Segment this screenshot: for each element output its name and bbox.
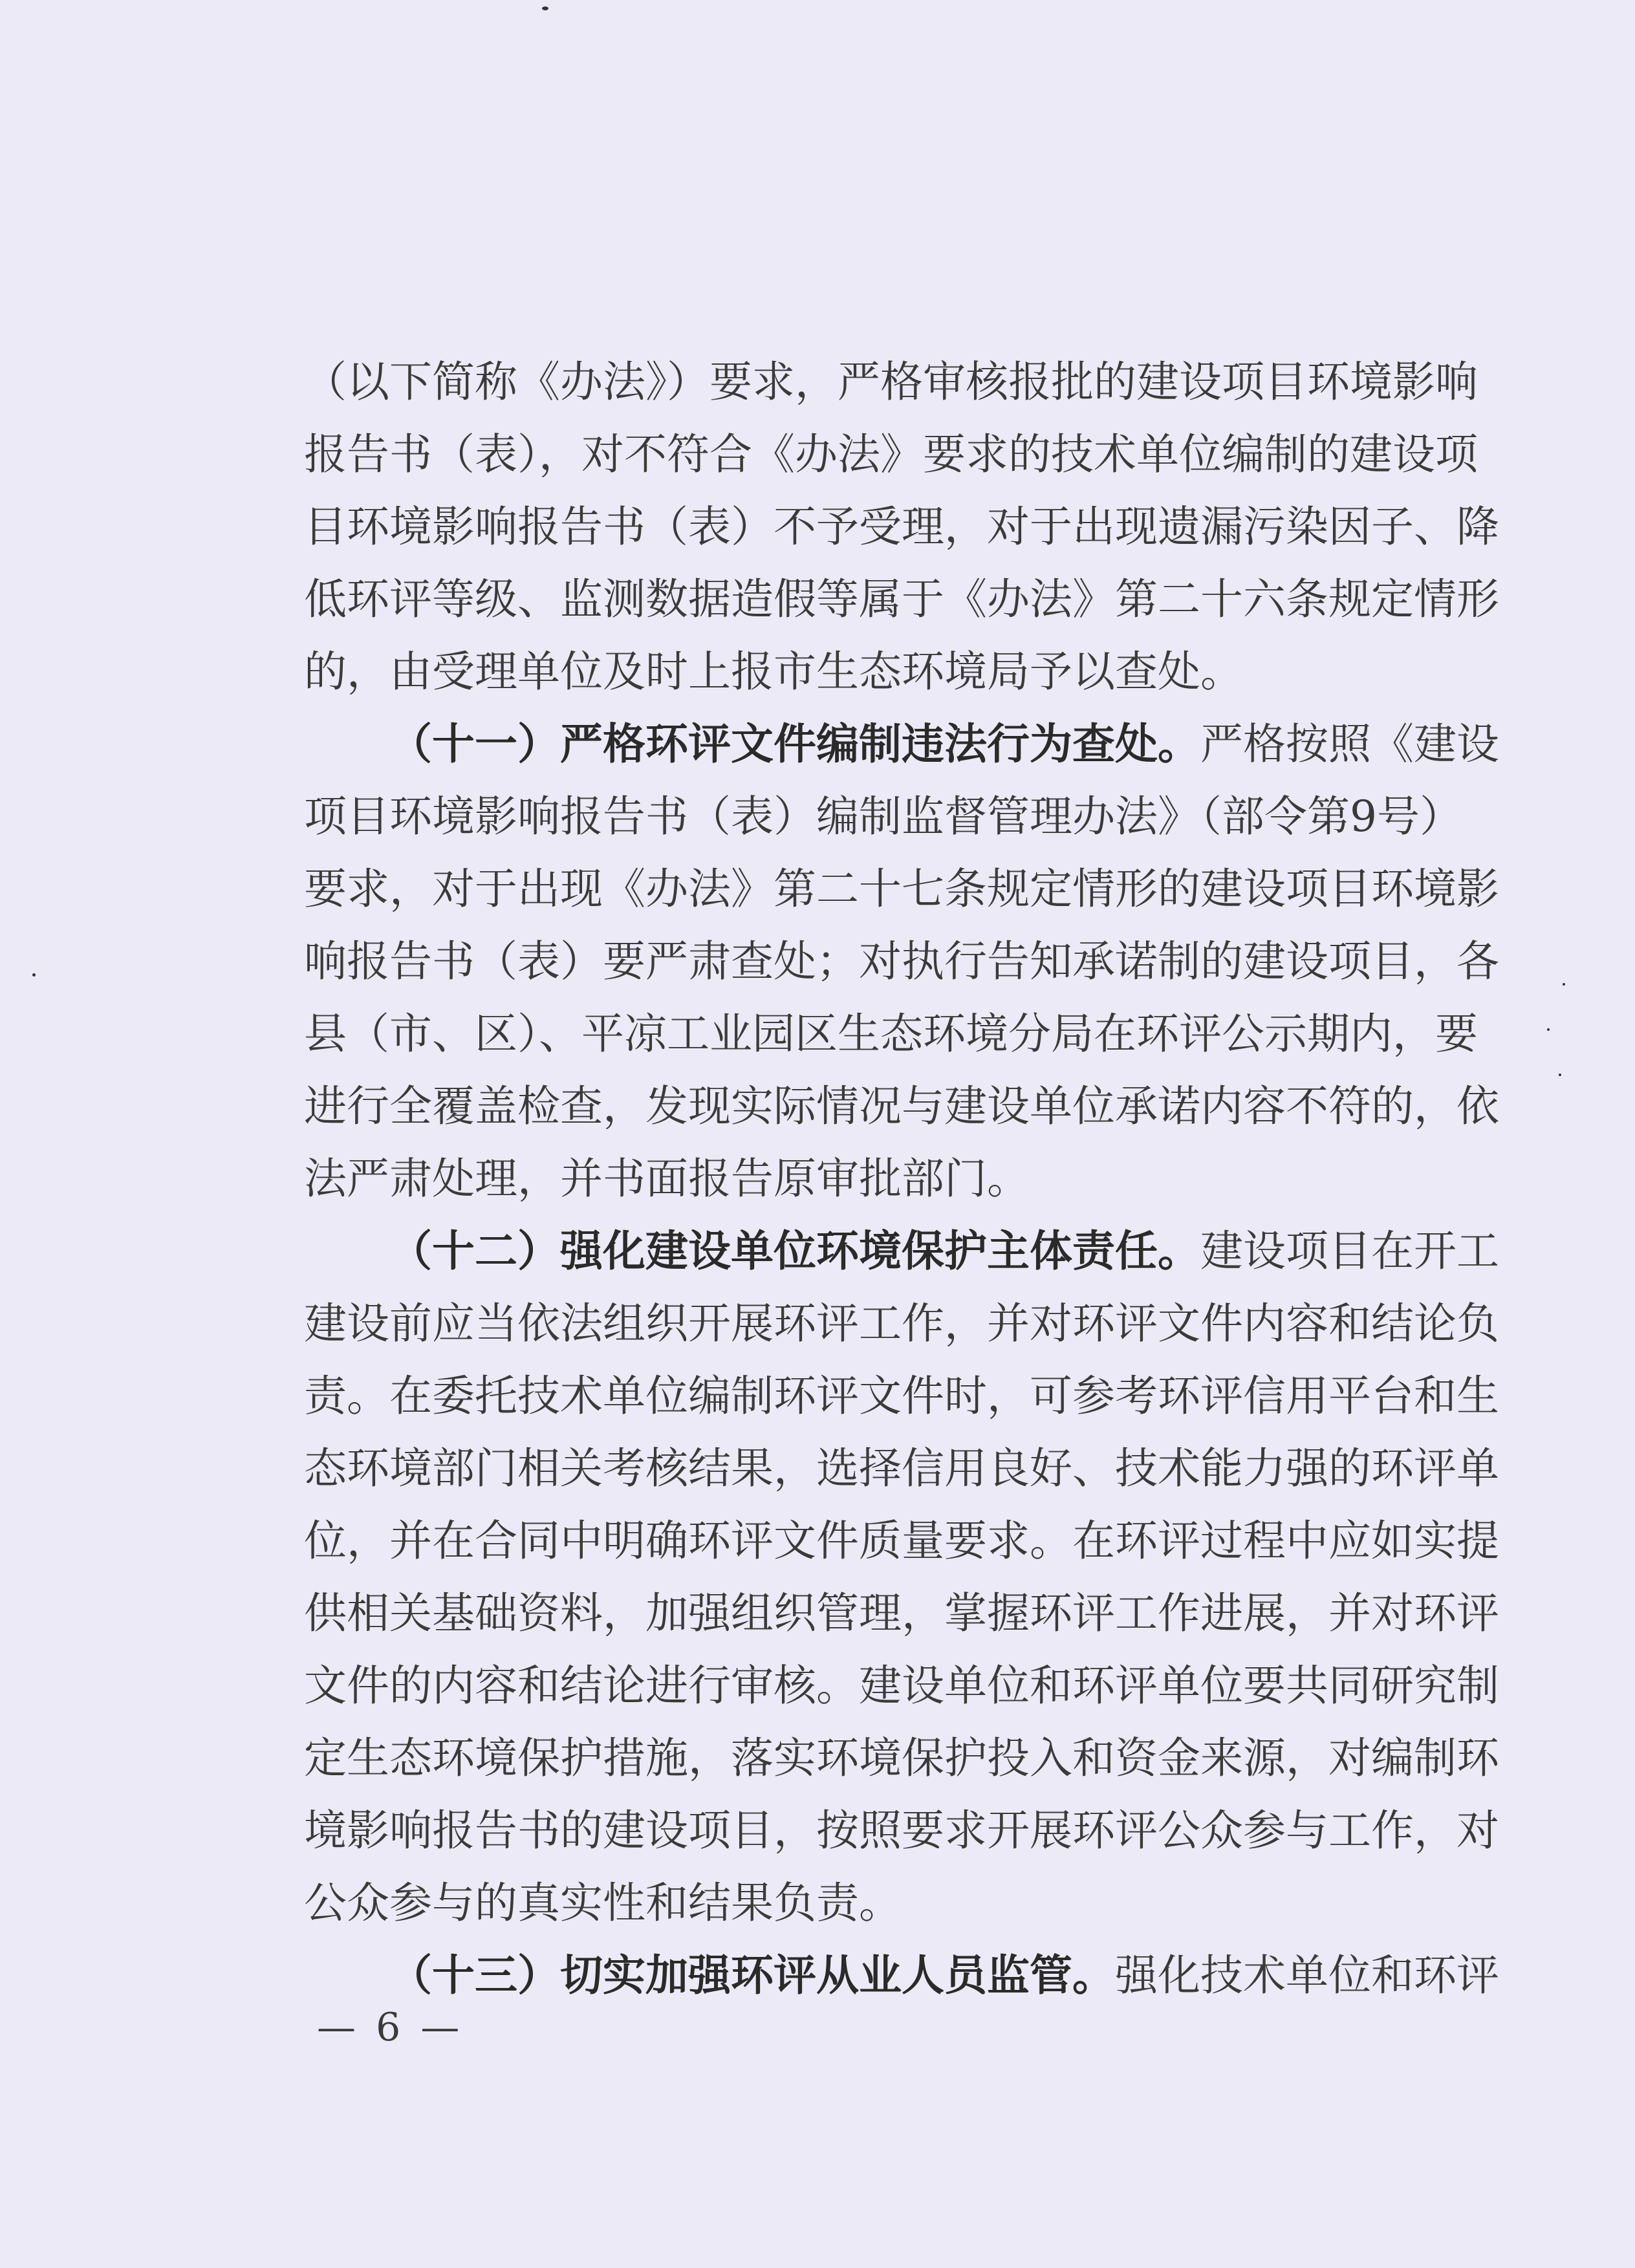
text-line: 目环境影响报告书（表）不予受理，对于出现遗漏污染因子、降 (304, 502, 1499, 552)
text-line: 责。在委托技术单位编制环评文件时，可参考环评信用平台和生 (304, 1371, 1499, 1421)
text-line: 进行全覆盖检查，发现实际情况与建设单位承诺内容不符的，依 (304, 1081, 1499, 1131)
scan-speck (1559, 1074, 1561, 1076)
section-heading: （十二）强化建设单位环境保护主体责任。 (389, 1226, 1200, 1276)
scan-speck (542, 6, 548, 10)
scan-speck (1563, 983, 1565, 986)
page-number: — 6 — (317, 2005, 464, 2050)
text-line: 公众参与的真实性和结果负责。 (304, 1878, 902, 1928)
text-line: （以下简称《办法》）要求，严格审核报批的建设项目环境影响 (304, 357, 1478, 407)
scan-speck (1547, 1028, 1550, 1031)
text-line: 的，由受理单位及时上报市生态环境局予以查处。 (304, 647, 1243, 697)
text-run: 严格按照《建设 (1200, 719, 1499, 769)
text-line: 响报告书（表）要严肃查处；对执行告知承诺制的建设项目，各 (304, 936, 1499, 986)
text-line: 报告书（表），对不符合《办法》要求的技术单位编制的建设项 (304, 429, 1478, 479)
text-line: 定生态环境保护措施，落实环境保护投入和资金来源，对编制环 (304, 1733, 1499, 1783)
text-line: 法严肃处理，并书面报告原审批部门。 (304, 1154, 1030, 1204)
paragraph-first-line (304, 1215, 1499, 1288)
text-line: 位，并在合同中明确环评文件质量要求。在环评过程中应如实提 (304, 1516, 1499, 1566)
section-heading: （十三）切实加强环评从业人员监管。 (389, 1950, 1115, 2000)
document-body (304, 346, 1499, 2012)
paragraph-first-line (304, 1939, 1499, 2012)
section-heading: （十一）严格环评文件编制违法行为查处。 (389, 719, 1200, 769)
text-line: 项目环境影响报告书（表）编制监督管理办法》（部令第9号） (304, 792, 1462, 841)
text-line: 文件的内容和结论进行审核。建设单位和环评单位要共同研究制 (304, 1661, 1499, 1711)
text-line: 建设前应当依法组织开展环评工作，并对环评文件内容和结论负 (304, 1299, 1499, 1348)
text-run: 强化技术单位和环评 (1115, 1950, 1499, 2000)
text-line: 态环境部门相关考核结果，选择信用良好、技术能力强的环评单 (304, 1443, 1499, 1493)
paragraph-first-line (304, 708, 1499, 781)
text-run: 建设项目在开工 (1200, 1226, 1499, 1276)
text-line: 境影响报告书的建设项目，按照要求开展环评公众参与工作，对 (304, 1806, 1499, 1855)
text-line: 县（市、区）、平凉工业园区生态环境分局在环评公示期内，要 (304, 1009, 1478, 1059)
scan-speck (32, 973, 36, 977)
text-line: 供相关基础资料，加强组织管理，掌握环评工作进展，并对环评 (304, 1588, 1499, 1638)
text-line: 要求，对于出现《办法》第二十七条规定情形的建设项目环境影 (304, 864, 1499, 914)
text-line: 低环评等级、监测数据造假等属于《办法》第二十六条规定情形 (304, 574, 1499, 624)
